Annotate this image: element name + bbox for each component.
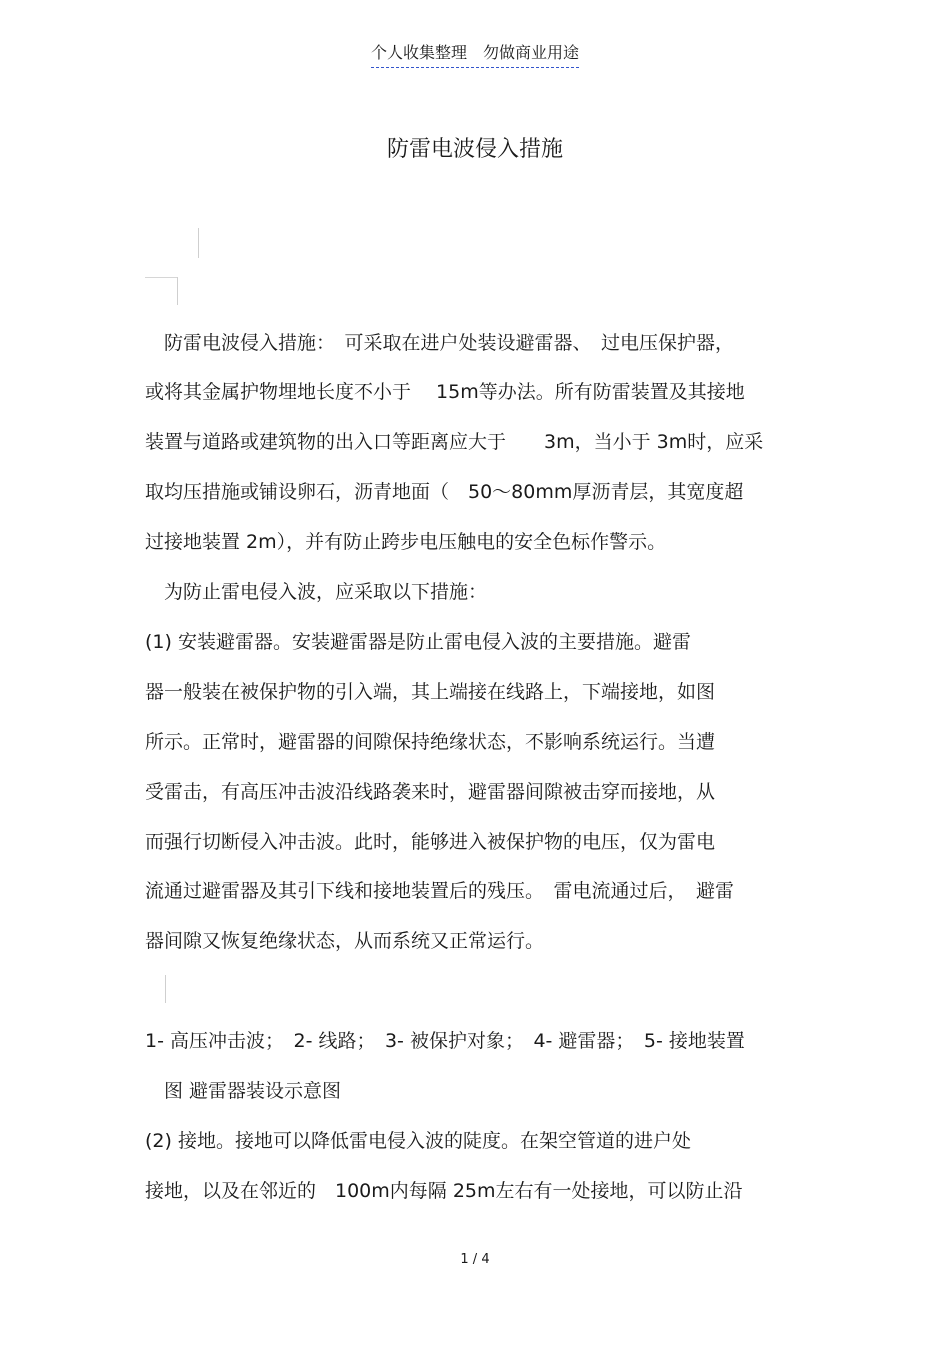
body-line: 或将其金属护物埋地长度不小于 15m等办法。所有防雷装置及其接地 bbox=[145, 381, 745, 403]
figure-caption: 图 避雷器装设示意图 bbox=[145, 1080, 342, 1102]
body-line: (1) 安装避雷器。安装避雷器是防止雷电侵入波的主要措施。避雷 bbox=[145, 631, 691, 653]
body-line: 为防止雷电侵入波，应采取以下措施： bbox=[145, 581, 488, 603]
body-line: 流通过避雷器及其引下线和接地装置后的残压。 雷电流通过后， 避雷 bbox=[145, 880, 735, 902]
body-line: 受雷击，有高压冲击波沿线路袭来时，避雷器间隙被击穿而接地，从 bbox=[145, 781, 716, 803]
layout-rule bbox=[165, 975, 166, 1003]
body-line: 接地，以及在邻近的 100m内每隔 25m左右有一处接地，可以防止沿 bbox=[145, 1180, 743, 1202]
figure-legend: 1- 高压冲击波； 2- 线路； 3- 被保护对象； 4- 避雷器； 5- 接地装置 bbox=[145, 1030, 745, 1052]
body-line: 器间隙又恢复绝缘状态，从而系统又正常运行。 bbox=[145, 930, 545, 952]
body-line: 过接地装置 2m），并有防止跨步电压触电的安全色标作警示。 bbox=[145, 531, 667, 553]
page-header bbox=[0, 40, 950, 68]
layout-rule bbox=[145, 277, 177, 278]
body-line: 而强行切断侵入冲击波。此时，能够进入被保护物的电压，仅为雷电 bbox=[145, 831, 716, 853]
body-line: 器一般装在被保护物的引入端，其上端接在线路上，下端接地，如图 bbox=[145, 681, 716, 703]
page-number: 1 / 4 bbox=[460, 1252, 490, 1267]
body-line: (2) 接地。接地可以降低雷电侵入波的陡度。在架空管道的进户处 bbox=[145, 1130, 691, 1152]
body-line: 取均压措施或铺设卵石，沥青地面（ 50～80mm厚沥青层，其宽度超 bbox=[145, 481, 744, 503]
layout-rule bbox=[177, 277, 178, 305]
body-line: 所示。正常时，避雷器的间隙保持绝缘状态，不影响系统运行。当遭 bbox=[145, 731, 716, 753]
body-line: 防雷电波侵入措施： 可采取在进户处装设避雷器、 过电压保护器， bbox=[145, 332, 735, 354]
body-line: 装置与道路或建筑物的出入口等距离应大于 3m，当小于 3m时，应采 bbox=[145, 431, 764, 453]
layout-rule bbox=[198, 228, 199, 258]
document-title: 防雷电波侵入措施 bbox=[386, 137, 563, 162]
header-text: 个人收集整理 勿做商业用途 bbox=[371, 40, 579, 68]
